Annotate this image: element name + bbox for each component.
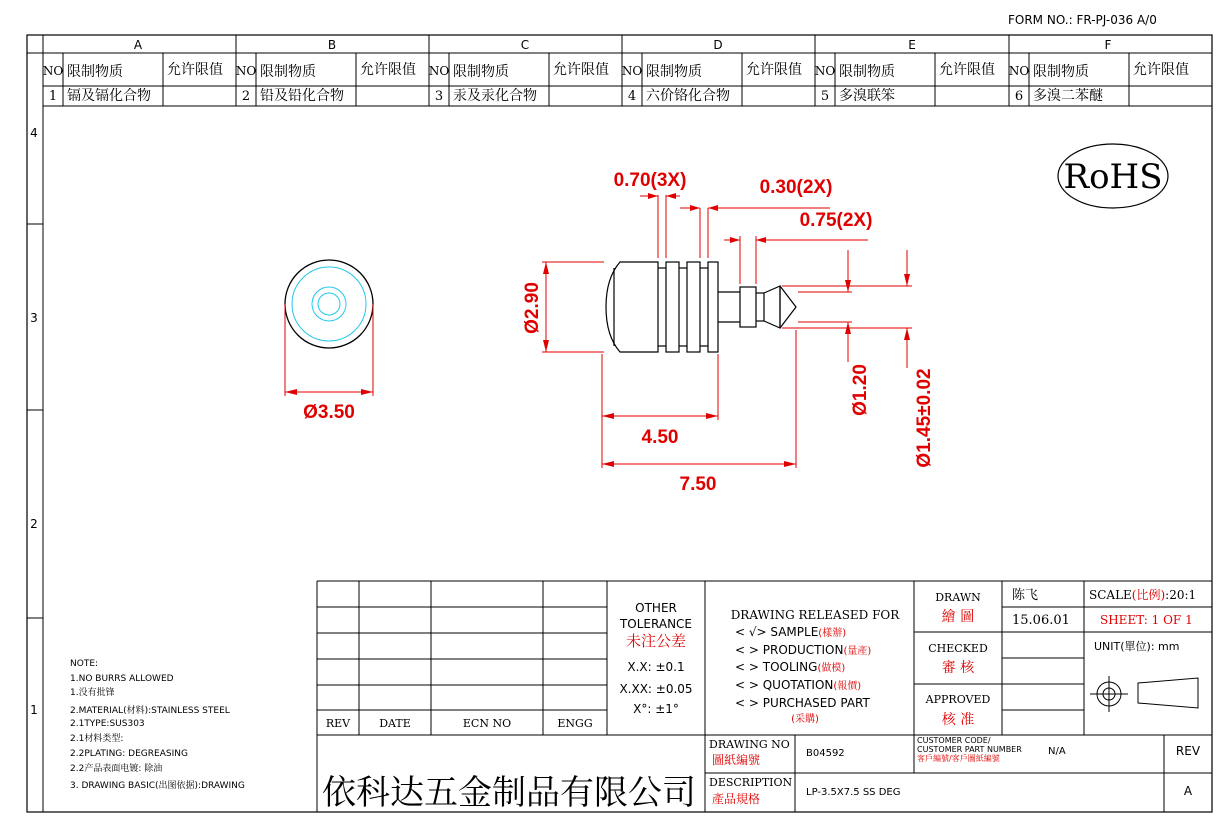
note-line: 1.没有批锋 (70, 688, 115, 698)
release-tooling: < > TOOLING (735, 660, 818, 674)
description-value: LP-3.5X7.5 SS DEG (806, 787, 901, 798)
approved-label-cn: 核 准 (941, 712, 975, 728)
rohs-logo-text: RoHS (1063, 157, 1163, 197)
dim-ring-gap: 0.30(2X) (759, 177, 833, 198)
tolerance-title-1: OTHER (635, 601, 677, 615)
substance-name: 镉及镉化合物 (67, 88, 151, 104)
date-column-header: DATE (379, 717, 411, 730)
customer-code-value: N/A (1048, 746, 1066, 757)
column-label-d: D (713, 38, 723, 52)
form-number: FORM NO.: FR-PJ-036 A/0 (1008, 13, 1157, 27)
end-view (285, 260, 373, 396)
substance-name: 多溴二苯醚 (1033, 88, 1103, 104)
drawn-label-cn: 繪 圖 (941, 609, 975, 625)
svg-text:< > TOOLING(做模) (735, 660, 845, 674)
customer-code-label-2: CUSTOMER PART NUMBER (917, 745, 1022, 754)
substance-name-header: 限制物质 (260, 64, 316, 80)
svg-text:< > PRODUCTION(量產) (735, 643, 871, 657)
row-label-2: 2 (30, 517, 38, 531)
substance-no-header: NO (235, 64, 257, 78)
substance-name-header: 限制物质 (646, 64, 702, 80)
substance-no: 2 (241, 89, 251, 104)
drawn-date: 15.06.01 (1012, 613, 1070, 628)
substance-limit-header: 允许限值 (167, 62, 223, 78)
substance-no-header: NO (1008, 64, 1030, 78)
substance-limit-header: 允许限值 (360, 62, 416, 78)
note-line: 2.1TYPE:SUS303 (70, 719, 145, 729)
substance-limit-header: 允许限值 (1133, 62, 1189, 78)
dim-head-length: 4.50 (641, 427, 679, 448)
rev-value: A (1183, 784, 1193, 798)
substance-limit-header: 允许限值 (746, 62, 802, 78)
column-label-b: B (327, 38, 337, 52)
substance-no: 5 (820, 89, 830, 104)
svg-text:< > QUOTATION(報價) (735, 678, 861, 692)
release-sample-cn: (樣辦) (818, 628, 847, 639)
ecn-column-header: ECN NO (462, 717, 512, 730)
substance-no-header: NO (814, 64, 836, 78)
tolerance-one-decimal: X.X: ±0.1 (627, 660, 685, 674)
row-header (27, 126, 43, 717)
release-title: DRAWING RELEASED FOR (730, 608, 900, 622)
note-line: NOTE: (70, 659, 99, 669)
note-line: 3. DRAWING BASIC(出图依据):DRAWING (70, 781, 245, 791)
projection-symbol-icon (1090, 676, 1198, 712)
row-label-3: 3 (30, 311, 38, 325)
note-line: 2.2PLATING: DEGREASING (70, 749, 188, 759)
dim-total-length: 7.50 (679, 474, 717, 495)
substance-no-header: NO (428, 64, 450, 78)
release-production-cn: (量產) (843, 646, 872, 657)
drawing-no-value: B04592 (806, 748, 845, 759)
release-production: < > PRODUCTION (735, 643, 844, 657)
substance-no: 4 (627, 89, 637, 104)
substance-limit-header: 允许限值 (553, 62, 609, 78)
substance-name: 六价铬化合物 (646, 88, 730, 104)
engg-column-header: ENGG (557, 717, 593, 730)
dim-head-diameter: Ø2.90 (522, 282, 543, 334)
release-sample: < √> SAMPLE (735, 625, 819, 639)
approved-label: APPROVED (925, 693, 991, 706)
release-options (735, 625, 871, 725)
plug-profile (606, 262, 796, 352)
svg-text:< > PURCHASED PART (735, 696, 871, 710)
substance-no-header: NO (42, 64, 64, 78)
notes-block (70, 659, 245, 791)
tolerance-two-decimal: X.XX: ±0.05 (619, 682, 693, 696)
dim-neck-diameter: Ø1.20 (850, 364, 871, 416)
description-label-cn: 產品規格 (712, 792, 761, 806)
tolerance-title-2: TOLERANCE (619, 617, 693, 631)
row-label-1: 1 (30, 703, 38, 717)
substance-name-header: 限制物质 (839, 64, 895, 80)
drawn-label: DRAWN (935, 591, 981, 604)
release-quotation: < > QUOTATION (735, 678, 834, 692)
company-name: 依科达五金制品有限公司 (322, 773, 696, 813)
column-header (134, 35, 1112, 53)
dim-end-diameter: Ø3.50 (303, 402, 355, 423)
release-tooling-cn: (做模) (817, 663, 846, 674)
rev-label: REV (1175, 744, 1201, 758)
unit-label: UNIT(單位): mm (1094, 640, 1180, 653)
substance-name: 汞及汞化合物 (453, 88, 537, 104)
substance-no: 3 (434, 89, 444, 104)
release-quotation-cn: (報價) (833, 681, 862, 692)
substance-name: 多溴联笨 (839, 88, 895, 104)
substance-name-header: 限制物质 (1033, 64, 1089, 80)
substance-no: 1 (48, 89, 58, 104)
substance-no-header: NO (621, 64, 643, 78)
rev-column-header: REV (325, 717, 351, 730)
svg-text:< √> SAMPLE(樣辦) (735, 625, 846, 639)
column-label-e: E (908, 38, 916, 52)
customer-code-label-1: CUSTOMER CODE/ (917, 736, 991, 745)
drawing-no-label-cn: 圖紙編號 (712, 753, 761, 767)
substance-name-header: 限制物质 (453, 64, 509, 80)
release-purchased: < > PURCHASED PART (735, 696, 870, 710)
tolerance-angle: X°: ±1° (633, 702, 679, 716)
sheet-number: SHEET: 1 OF 1 (1100, 613, 1193, 627)
note-line: 1.NO BURRS ALLOWED (70, 674, 174, 684)
customer-code-label-cn: 客戶編號/客戶圖紙編號 (917, 754, 1000, 763)
checked-label: CHECKED (928, 642, 988, 655)
drawn-name: 陈飞 (1012, 588, 1039, 603)
substance-name-header: 限制物质 (67, 64, 123, 80)
note-line: 2.2产品表面电镀: 除油 (70, 764, 163, 774)
note-line: 2.1材料类型: (70, 734, 124, 744)
column-label-c: C (520, 38, 530, 52)
substance-limit-header: 允许限值 (939, 62, 995, 78)
drawing-no-label: DRAWING NO (709, 738, 790, 751)
checked-label-cn: 審 核 (941, 660, 975, 676)
dimension-lines (542, 193, 912, 468)
column-label-a: A (133, 38, 143, 52)
dim-groove-width: 0.70(3X) (613, 170, 687, 191)
row-label-4: 4 (30, 126, 38, 140)
restricted-substance-table (43, 53, 1212, 106)
dimension-labels (522, 170, 935, 495)
dim-pin-length: 0.75(2X) (799, 210, 873, 231)
substance-no: 6 (1014, 89, 1024, 104)
dim-tip-diameter: Ø1.45±0.02 (914, 368, 935, 468)
substance-name: 铅及铅化合物 (260, 88, 344, 104)
column-label-f: F (1104, 38, 1112, 52)
description-label: DESCRIPTION (709, 776, 793, 789)
tolerance-title-cn: 未注公差 (625, 632, 687, 650)
release-purchased-cn: (采購) (791, 714, 819, 725)
note-line: 2.MATERIAL(材料):STAINLESS STEEL (70, 706, 230, 716)
scale-text: SCALE(比例):20:1 (1089, 588, 1197, 602)
